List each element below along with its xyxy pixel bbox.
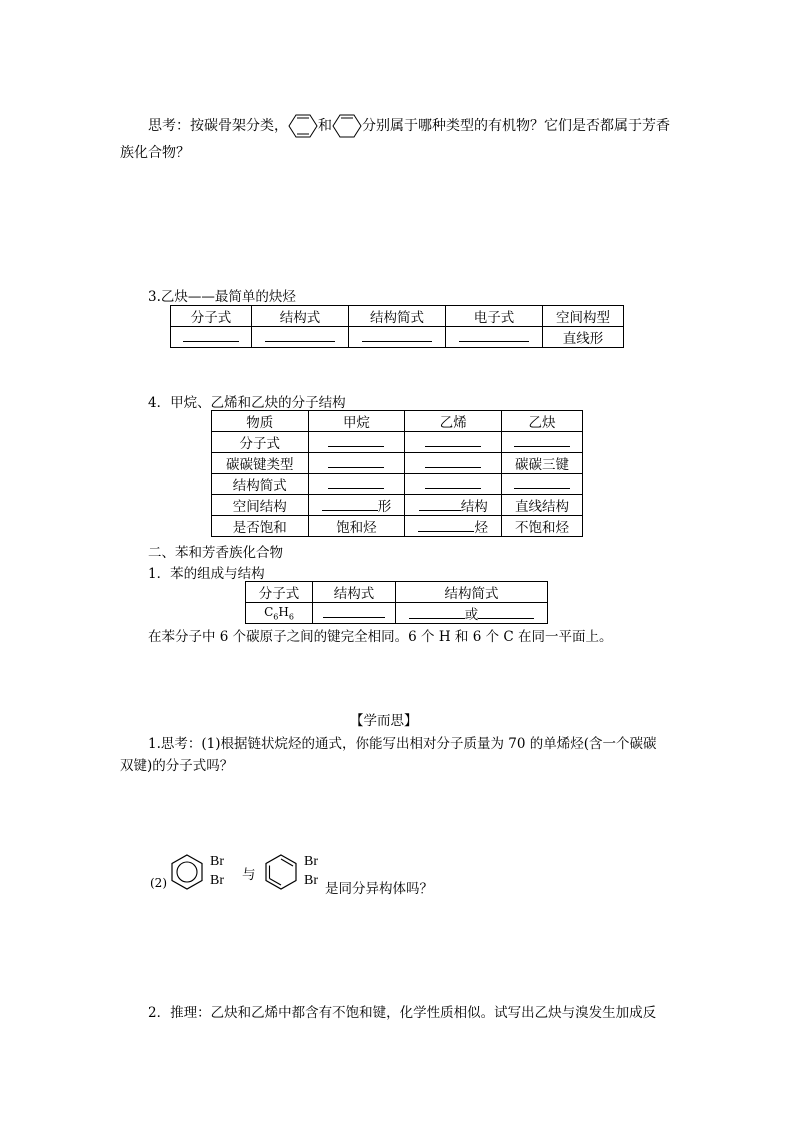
- blank-line: [328, 455, 384, 468]
- bromo-label: Br: [210, 854, 224, 869]
- think-connector: 和: [318, 118, 332, 134]
- table-row: [171, 327, 624, 348]
- answer-cell: [446, 327, 543, 348]
- question1-line1: 1.思考：(1)根据链状烷烃的通式，你能写出相对分子质量为 70 的单烯烃(含一个碳碳: [148, 736, 657, 752]
- blank-line: [183, 329, 239, 342]
- cell-text: 不饱和烃: [502, 516, 583, 537]
- cell-text: 碳碳三键: [502, 453, 583, 474]
- reflection-heading: 【学而思】: [350, 713, 418, 729]
- blank-line: [323, 605, 385, 618]
- blank-line: [514, 476, 570, 489]
- question1b-number: (2): [150, 876, 167, 890]
- header-cell: 物质: [212, 411, 309, 432]
- table-row: [212, 495, 583, 516]
- row-label: 碳碳键类型: [212, 453, 309, 474]
- header-cell: 结构简式: [349, 306, 446, 327]
- header-cell: 结构式: [313, 582, 396, 603]
- question1b-tail: 是同分异构体吗？: [325, 881, 433, 897]
- blank-line: [478, 606, 534, 619]
- think-question-line1: [148, 113, 670, 139]
- question1-line2: 双键)的分子式吗？: [120, 758, 234, 774]
- or-word: 或: [464, 607, 479, 623]
- bromo-label: Br: [210, 873, 224, 888]
- blank-line: [409, 606, 465, 619]
- cell-text: 饱和烃: [308, 516, 405, 537]
- dibromobenzene-left-icon: [168, 853, 206, 891]
- answer-cell: [349, 327, 446, 348]
- benzene-note: 在苯分子中 6 个碳原子之间的键完全相同。6 个 H 和 6 个 C 在同一平面上。: [148, 629, 613, 645]
- header-cell: 分子式: [171, 306, 252, 327]
- part2-title: 二、苯和芳香族化合物: [148, 545, 283, 561]
- table-header-row: [246, 582, 548, 603]
- blank-line: [328, 434, 384, 447]
- blank-line: [322, 498, 378, 511]
- blank-line: [418, 519, 474, 532]
- table-row: [246, 603, 548, 624]
- cell-text: 直线结构: [502, 495, 583, 516]
- row-label: 是否饱和: [212, 516, 309, 537]
- dibromobenzene-right-icon: [262, 853, 302, 891]
- benzene-table: [245, 581, 548, 624]
- cyclohexene-ring-icon: [332, 113, 362, 139]
- cell-text: 形: [377, 499, 392, 515]
- section3-title: 3.乙炔——最简单的炔烃: [148, 289, 296, 305]
- bromo-label: Br: [304, 873, 318, 888]
- blank-line: [362, 329, 432, 342]
- answer-cell: [252, 327, 349, 348]
- blank-line: [419, 498, 461, 511]
- question2: 2．推理：乙炔和乙烯中都含有不饱和键，化学性质相似。试写出乙炔与溴发生加成反: [148, 1005, 657, 1021]
- header-cell: 甲烷: [308, 411, 405, 432]
- hydrocarbon-structure-table: [211, 410, 583, 537]
- header-cell: 乙烯: [405, 411, 502, 432]
- think-question-line2: 族化合物？: [120, 145, 190, 161]
- header-cell: 分子式: [246, 582, 313, 603]
- header-cell: 乙炔: [502, 411, 583, 432]
- table-row: [212, 453, 583, 474]
- header-cell: 电子式: [446, 306, 543, 327]
- table-header-row: [171, 306, 624, 327]
- answer-cell: 直线形: [543, 327, 624, 348]
- blank-line: [425, 434, 481, 447]
- blank-line: [459, 329, 529, 342]
- header-cell: 结构简式: [396, 582, 548, 603]
- row-label: 空间结构: [212, 495, 309, 516]
- header-cell: 结构式: [252, 306, 349, 327]
- header-cell: 空间构型: [543, 306, 624, 327]
- row-label: 结构简式: [212, 474, 309, 495]
- acetylene-table: [170, 305, 624, 348]
- answer-cell: [171, 327, 252, 348]
- think-suffix: 分别属于哪种类型的有机物？它们是否都属于芳香: [362, 118, 670, 134]
- benzene-ring-icon: [288, 113, 318, 139]
- blank-line: [328, 476, 384, 489]
- section4-title: 4．甲烷、乙烯和乙炔的分子结构: [148, 395, 346, 411]
- table-row: [212, 516, 583, 537]
- benzene-formula: $C_6H_6$: [246, 603, 313, 624]
- bromo-label: Br: [304, 854, 318, 869]
- connector-yu: 与: [242, 867, 256, 883]
- cell-text: 烃: [474, 520, 488, 536]
- cell-text: 结构: [460, 499, 488, 515]
- table-row: [212, 474, 583, 495]
- table-header-row: [212, 411, 583, 432]
- think-prefix: 思考：按碳骨架分类，: [148, 118, 288, 134]
- table-row: [212, 432, 583, 453]
- part2-subtitle: 1．苯的组成与结构: [148, 566, 265, 582]
- row-label: 分子式: [212, 432, 309, 453]
- blank-line: [514, 434, 570, 447]
- blank-line: [425, 476, 481, 489]
- blank-line: [265, 329, 335, 342]
- blank-line: [425, 455, 481, 468]
